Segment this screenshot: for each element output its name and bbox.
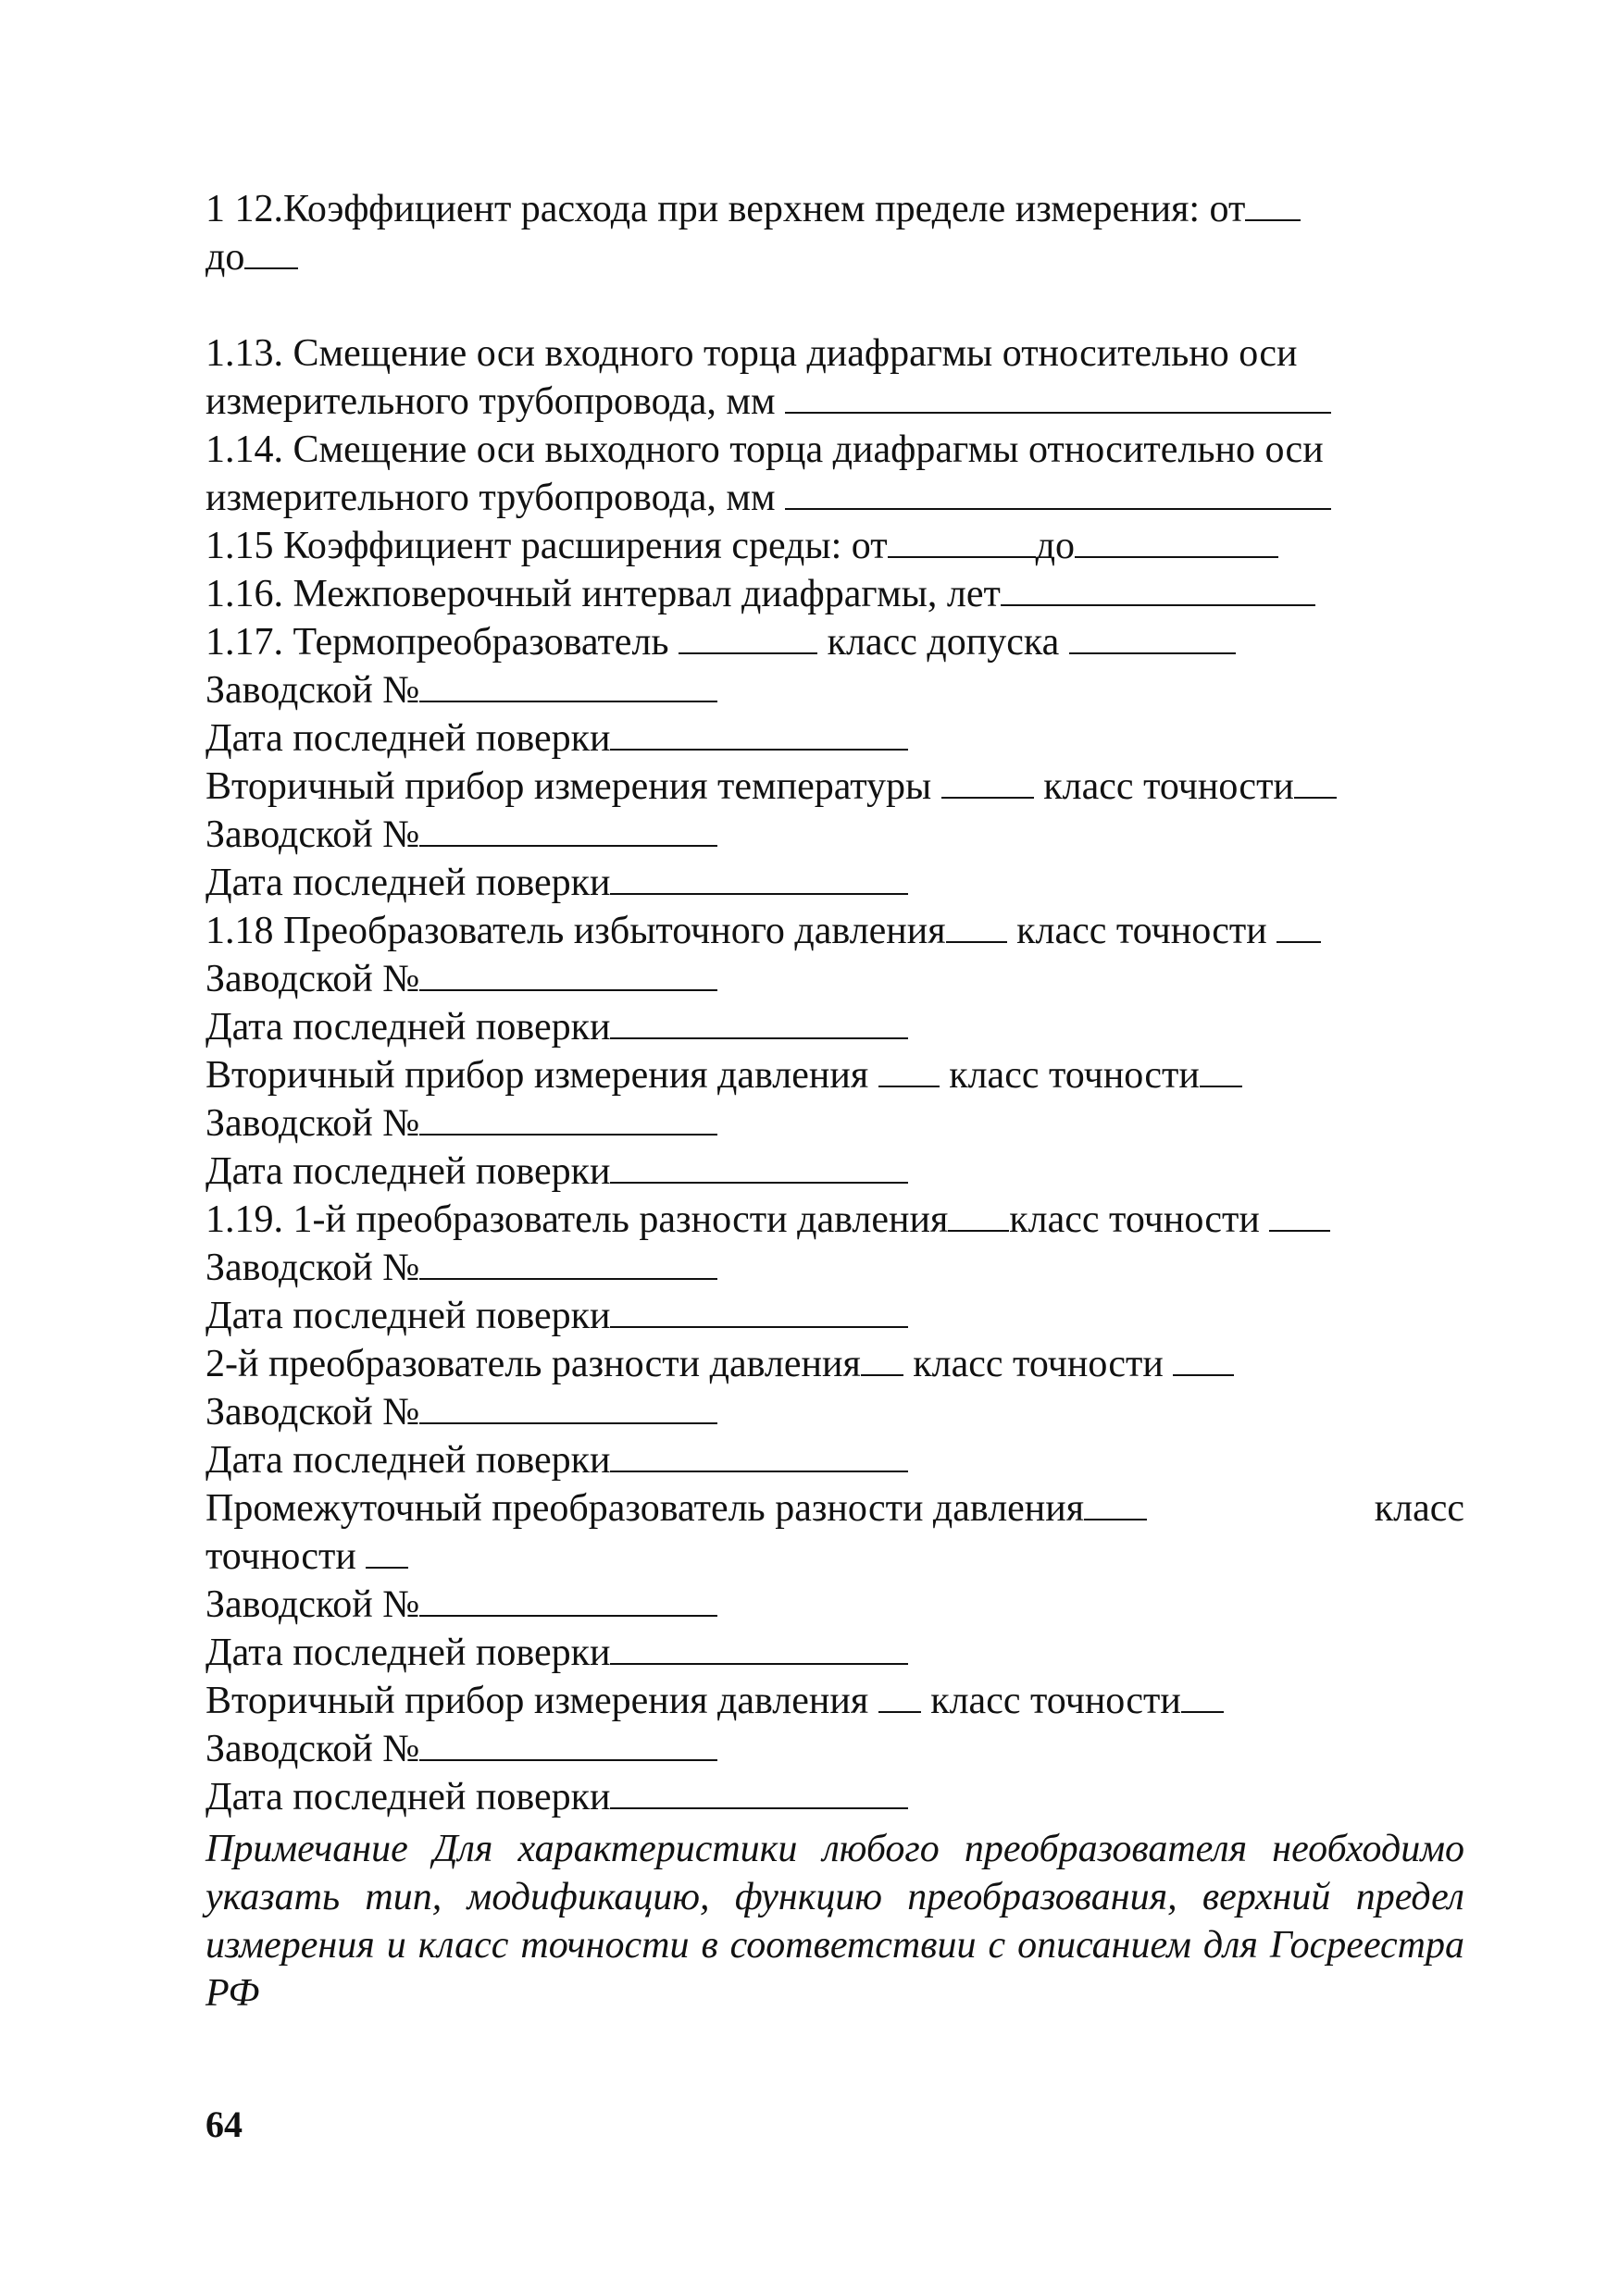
item-1-12-line-1 (205, 185, 1464, 233)
spacer (205, 281, 1464, 329)
accuracy-class-field[interactable] (1200, 1054, 1242, 1087)
item-1-14-text: 1.14. Смещение оси выходного торца диафрагмы относительно оси (205, 428, 1324, 471)
coef-from-field[interactable] (1245, 188, 1301, 221)
last-check-field[interactable] (610, 1006, 908, 1039)
serial-field[interactable] (419, 1247, 717, 1280)
item-1-14-line-1 (205, 426, 1464, 474)
expansion-from-field[interactable] (888, 525, 1036, 558)
accuracy-class-label: класс точности (1016, 910, 1267, 952)
item-1-13-text: 1.13. Смещение оси входного торца диафрагмы относительно оси (205, 332, 1298, 375)
intermediate-line-1 (205, 1484, 1464, 1533)
accuracy-class-label: класс точности (1043, 765, 1294, 808)
secondary-temp-type-field[interactable] (941, 765, 1034, 799)
second-dp-line (205, 1340, 1464, 1388)
serial-row (205, 955, 1464, 1003)
accuracy-class-field[interactable] (1269, 1198, 1330, 1232)
serial-field[interactable] (419, 1728, 717, 1761)
serial-row (205, 1388, 1464, 1436)
intermediate-type-field[interactable] (1084, 1487, 1147, 1520)
secondary-pressure-text: Вторичный прибор измерения давления (205, 1680, 869, 1722)
item-1-19-line (205, 1196, 1464, 1244)
intermediate-accuracy-label: точности (205, 1535, 356, 1578)
accuracy-class-label: класс точности (930, 1680, 1181, 1722)
accuracy-class-label: класс точности (949, 1054, 1200, 1097)
accuracy-class-field[interactable] (1294, 765, 1337, 799)
last-check-row (205, 1148, 1464, 1196)
intermediate-text-group (205, 1484, 1147, 1533)
last-check-field[interactable] (610, 862, 908, 895)
serial-row (205, 1725, 1464, 1773)
secondary-pressure-line (205, 1051, 1464, 1099)
accuracy-class-label: класс точности (1009, 1198, 1260, 1241)
accuracy-class-field[interactable] (366, 1535, 408, 1569)
item-1-12-line-2 (205, 233, 1464, 281)
outlet-offset-field[interactable] (785, 477, 1331, 510)
item-1-12-to-label: до (205, 236, 245, 279)
serial-row (205, 1099, 1464, 1148)
form-content (205, 185, 1464, 2017)
last-check-field[interactable] (610, 1776, 908, 1809)
serial-row (205, 1581, 1464, 1629)
last-check-label: Дата последней поверки (205, 1150, 611, 1193)
item-1-14-line-2 (205, 474, 1464, 522)
serial-label: Заводской № (205, 1583, 420, 1626)
intermediate-text: Промежуточный преобразователь разности давления (205, 1487, 1085, 1530)
serial-label: Заводской № (205, 813, 420, 856)
item-1-13-unit: измерительного трубопровода, мм (205, 380, 776, 423)
serial-row (205, 1244, 1464, 1292)
dp1-type-field[interactable] (948, 1198, 1009, 1232)
item-1-15-line (205, 522, 1464, 570)
last-check-row (205, 1629, 1464, 1677)
last-check-label: Дата последней поверки (205, 1632, 611, 1674)
serial-label: Заводской № (205, 669, 420, 712)
intermediate-class-label: класс (1374, 1487, 1464, 1530)
serial-field[interactable] (419, 669, 717, 702)
accuracy-class-field[interactable] (1173, 1343, 1234, 1376)
secondary-pressure-type-field[interactable] (878, 1680, 921, 1713)
serial-label: Заводской № (205, 1391, 420, 1433)
serial-field[interactable] (419, 1391, 717, 1424)
last-check-row (205, 714, 1464, 763)
serial-label: Заводской № (205, 958, 420, 1000)
last-check-field[interactable] (610, 1439, 908, 1472)
last-check-field[interactable] (610, 717, 908, 751)
last-check-field[interactable] (610, 1295, 908, 1328)
item-1-13-line-1 (205, 329, 1464, 378)
last-check-field[interactable] (610, 1150, 908, 1184)
item-1-19-text: 1.19. 1-й преобразователь разности давления (205, 1198, 949, 1241)
serial-label: Заводской № (205, 1728, 420, 1770)
accuracy-class-field[interactable] (1277, 910, 1321, 943)
dp2-type-field[interactable] (861, 1343, 903, 1376)
item-1-17-line (205, 618, 1464, 666)
item-1-17-text: 1.17. Термопреобразователь (205, 621, 669, 664)
serial-row (205, 811, 1464, 859)
secondary-pressure-type-field[interactable] (878, 1054, 940, 1087)
item-1-18-line (205, 907, 1464, 955)
last-check-row (205, 1292, 1464, 1340)
pressure-type-field[interactable] (946, 910, 1007, 943)
last-check-label: Дата последней поверки (205, 1295, 611, 1337)
accuracy-class-field[interactable] (1181, 1680, 1224, 1713)
last-check-label: Дата последней поверки (205, 862, 611, 904)
item-1-16-line (205, 570, 1464, 618)
secondary-pressure-text: Вторичный прибор измерения давления (205, 1054, 869, 1097)
last-check-row (205, 859, 1464, 907)
tolerance-class-label: класс допуска (827, 621, 1060, 664)
serial-field[interactable] (419, 1102, 717, 1136)
item-1-12-text: 1 12.Коэффициент расхода при верхнем пределе измерения: от (205, 188, 1246, 230)
item-1-18-text: 1.18 Преобразователь избыточного давления (205, 910, 946, 952)
serial-field[interactable] (419, 813, 717, 847)
item-1-16-text: 1.16. Межповерочный интервал диафрагмы, лет (205, 573, 1001, 615)
last-check-row (205, 1773, 1464, 1821)
secondary-temp-line (205, 763, 1464, 811)
serial-field[interactable] (419, 1583, 717, 1617)
serial-label: Заводской № (205, 1102, 420, 1145)
footnote: Примечание Для характеристики любого преобразователя необходимо указать тип, модификацию, функцию преобразования, верхний предел измерения и класс точности в соответствии с описанием для Госреестра РФ (205, 1828, 1464, 2015)
item-1-14-unit: измерительного трубопровода, мм (205, 477, 776, 519)
inlet-offset-field[interactable] (785, 380, 1331, 414)
item-1-15-to-label: до (1035, 525, 1075, 567)
tolerance-class-field[interactable] (1069, 621, 1236, 654)
accuracy-class-label: класс точности (913, 1343, 1164, 1385)
item-1-15-text: 1.15 Коэффициент расширения среды: от (205, 525, 888, 567)
last-check-label: Дата последней поверки (205, 717, 611, 760)
coef-to-field[interactable] (244, 236, 298, 269)
last-check-row (205, 1003, 1464, 1051)
intermediate-line-2 (205, 1533, 1464, 1581)
secondary-pressure-line (205, 1677, 1464, 1725)
serial-row (205, 666, 1464, 714)
page-number: 64 (205, 2104, 243, 2145)
last-check-label: Дата последней поверки (205, 1439, 611, 1482)
secondary-temp-text: Вторичный прибор измерения температуры (205, 765, 932, 808)
item-1-13-line-2 (205, 378, 1464, 426)
expansion-to-field[interactable] (1075, 525, 1278, 558)
last-check-field[interactable] (610, 1632, 908, 1665)
serial-label: Заводской № (205, 1247, 420, 1289)
last-check-label: Дата последней поверки (205, 1006, 611, 1049)
interval-field[interactable] (1001, 573, 1315, 606)
last-check-label: Дата последней поверки (205, 1776, 611, 1818)
serial-field[interactable] (419, 958, 717, 991)
last-check-row (205, 1436, 1464, 1484)
thermo-type-field[interactable] (679, 621, 817, 654)
second-dp-text: 2-й преобразователь разности давления (205, 1343, 861, 1385)
